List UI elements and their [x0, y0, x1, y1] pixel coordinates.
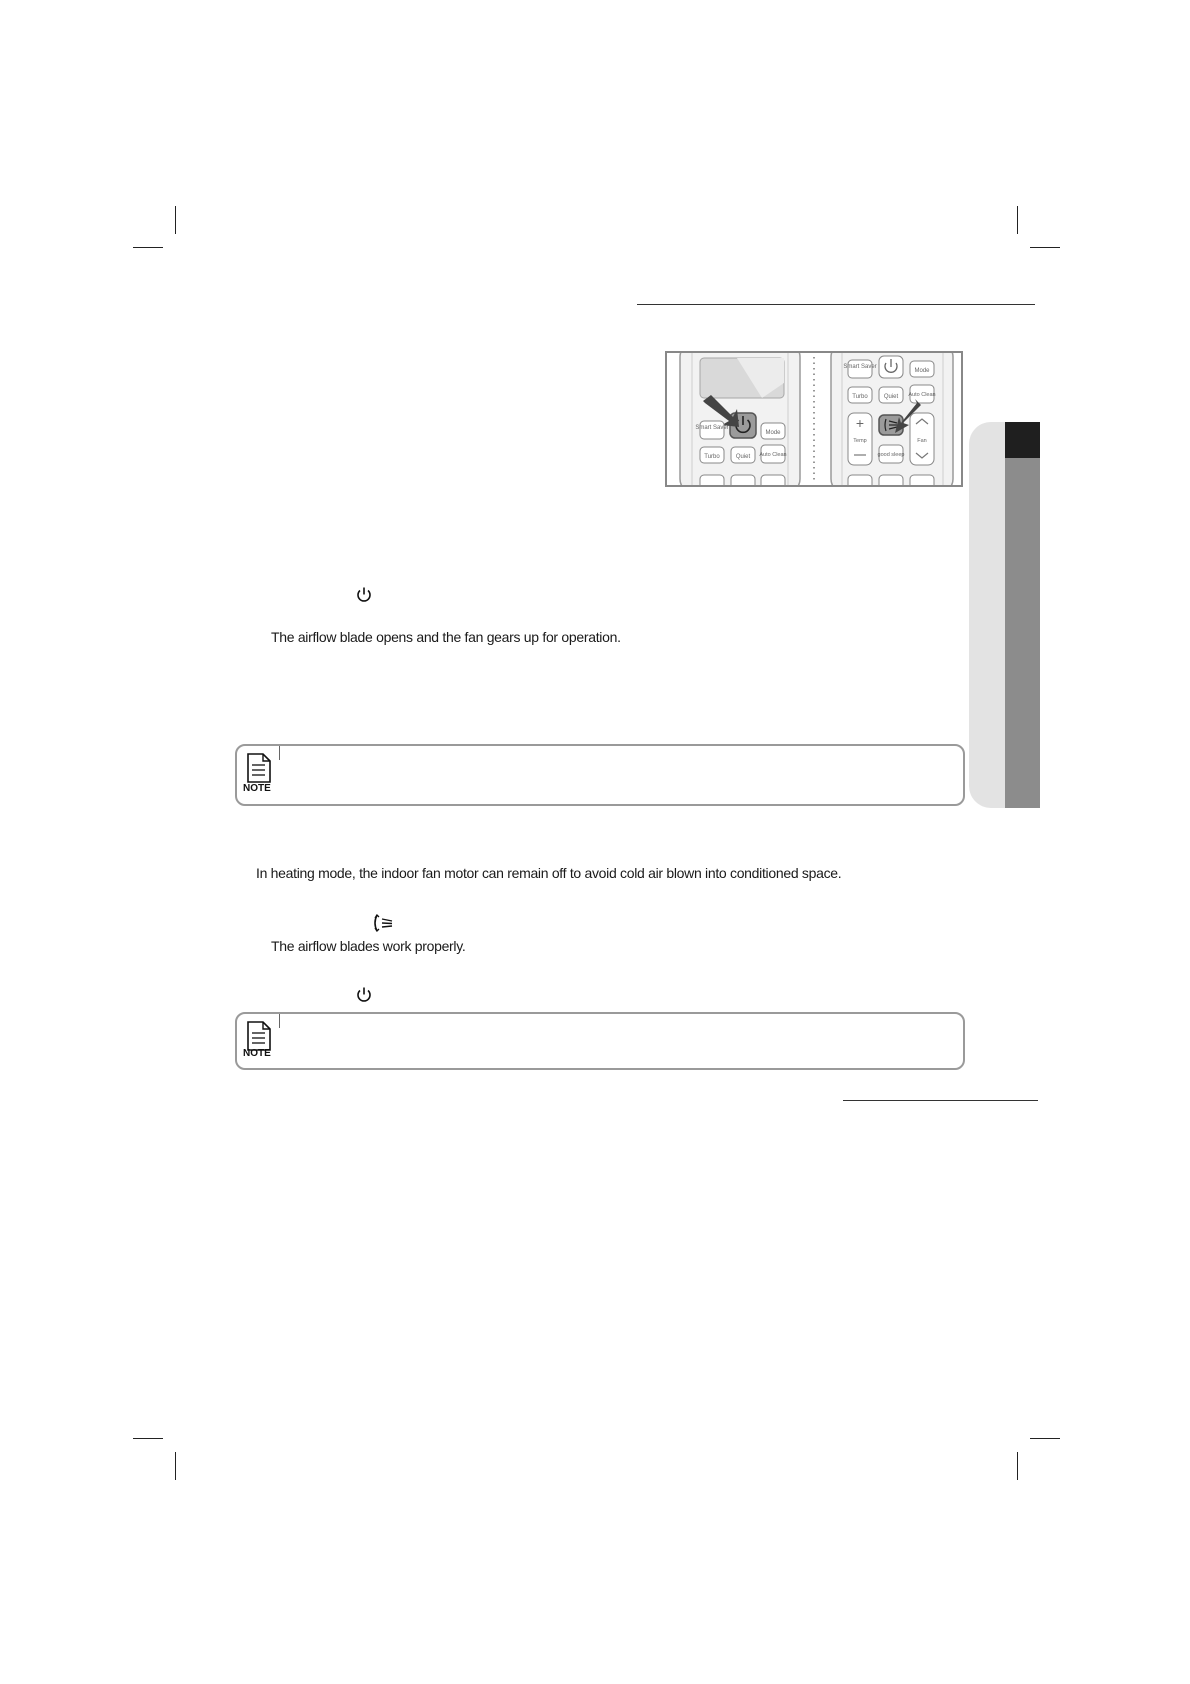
- note-box-2: [235, 1012, 965, 1070]
- btn-label: Mode: [765, 430, 781, 436]
- remote-right-partial-button: [848, 475, 872, 485]
- remote-right-smart-saver-button: [843, 360, 876, 378]
- crop-mark-bottom-left-horizontal: [133, 1438, 163, 1439]
- chapter-tab-background: [969, 422, 1005, 808]
- remote-left-partial-button: [700, 475, 724, 485]
- remote-right-auto-clean-button: [908, 385, 935, 403]
- remote-right-quiet-button: [879, 387, 903, 403]
- crop-mark-bottom-right-horizontal: [1030, 1438, 1060, 1439]
- airflow-icon: [372, 912, 394, 934]
- remote-fan-rocker: [910, 413, 934, 465]
- remote-left-smart-saver-button: [695, 421, 728, 439]
- remote-right-power-button: [879, 356, 903, 378]
- footer-rule: [843, 1100, 1038, 1101]
- crop-mark-top-right-vertical: [1017, 206, 1018, 234]
- remote-left-partial-button: [731, 475, 755, 485]
- remote-good-sleep-button: [878, 445, 905, 463]
- note-label: NOTE: [243, 783, 271, 794]
- remote-left-turbo-button: [700, 447, 724, 463]
- remote-control-illustration: [665, 351, 963, 487]
- btn-label: Quiet: [883, 394, 899, 400]
- remote-right-partial-button: [879, 475, 903, 485]
- remote-control-drawing: [667, 353, 961, 485]
- btn-label: Mode: [914, 368, 930, 374]
- note-divider: [279, 746, 280, 760]
- remote-left-mode-button: [761, 423, 785, 439]
- header-rule: [637, 304, 1035, 305]
- btn-label: Quiet: [735, 454, 751, 460]
- remote-right-mode-button: [910, 361, 934, 377]
- btn-label: good sleep: [877, 452, 905, 458]
- btn-label: Turbo: [704, 454, 720, 460]
- crop-mark-bottom-left-vertical: [175, 1452, 176, 1480]
- crop-mark-top-left-horizontal: [133, 247, 163, 248]
- remote-right-turbo-button: [848, 387, 872, 403]
- power-icon: [356, 586, 372, 603]
- note-label: NOTE: [243, 1048, 271, 1059]
- crop-mark-top-right-horizontal: [1030, 247, 1060, 248]
- chapter-tab-bar: [1005, 458, 1040, 808]
- step-2-result-text: The airflow blades work properly.: [271, 938, 466, 954]
- remote-temp-rocker: [848, 413, 872, 465]
- remote-left-partial-button: [761, 475, 785, 485]
- note-divider: [279, 1014, 280, 1028]
- btn-label: Turbo: [852, 394, 868, 400]
- step-1-result-text: The airflow blade opens and the fan gears up for operation.: [271, 629, 621, 645]
- remote-right-partial-button: [910, 475, 934, 485]
- remote-left-quiet-button: [731, 447, 755, 463]
- temp-label: Temp: [853, 438, 867, 444]
- btn-label: Smart Saver: [695, 425, 729, 431]
- svg-text:+: +: [855, 415, 865, 431]
- crop-mark-top-left-vertical: [175, 206, 176, 234]
- fan-label: Fan: [917, 438, 927, 444]
- btn-label: Smart Saver: [843, 364, 877, 370]
- crop-mark-bottom-right-vertical: [1017, 1452, 1018, 1480]
- btn-label: Auto Clean: [759, 452, 787, 458]
- note-box-1: [235, 744, 965, 806]
- btn-label: Auto Clean: [908, 392, 936, 398]
- remote-left-auto-clean-button: [759, 445, 786, 463]
- heating-mode-text: In heating mode, the indoor fan motor can remain off to avoid cold air blown into conditioned space.: [256, 865, 842, 881]
- power-icon: [356, 986, 372, 1003]
- chapter-tab-marker: [1005, 422, 1040, 458]
